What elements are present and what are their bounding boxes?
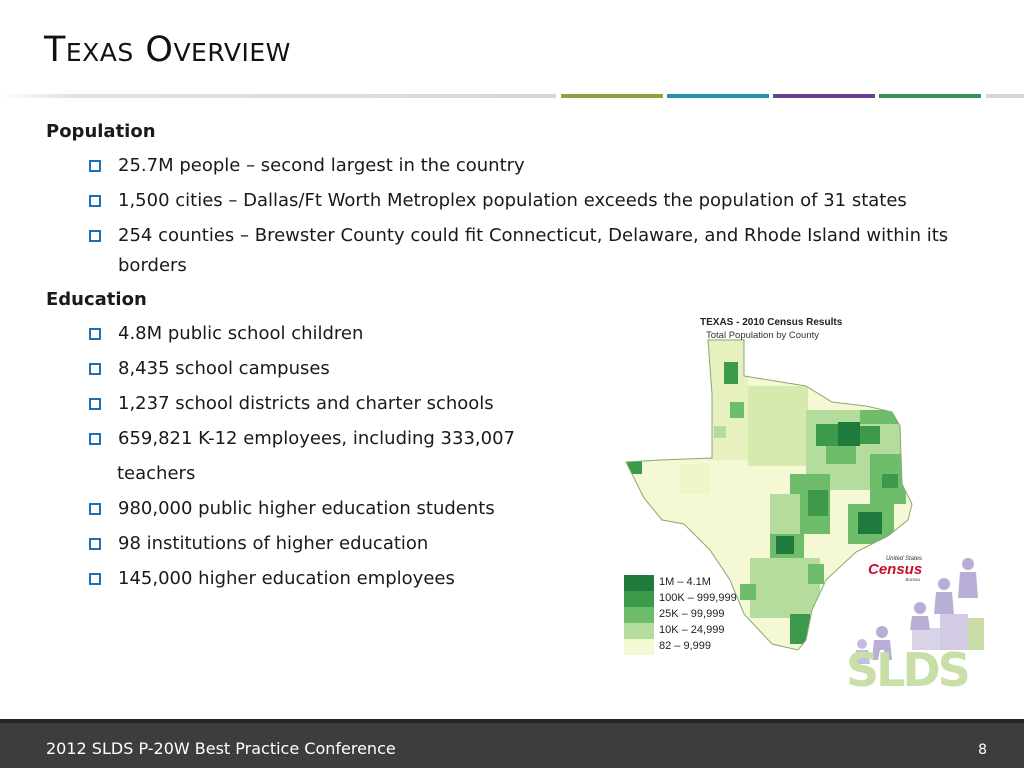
- bullet-text: 659,821 K-12 employees, including 333,007: [118, 428, 515, 449]
- census-logo-main: Census: [868, 561, 923, 578]
- bullet-item: [46, 151, 976, 181]
- title-rule-grey: [0, 94, 556, 98]
- square-bullet-icon: [89, 503, 101, 515]
- bullet-text: 98 institutions of higher education: [118, 533, 429, 554]
- legend-swatch: [624, 623, 654, 639]
- bullet-text: 1,237 school districts and charter schools: [118, 393, 494, 414]
- square-bullet-icon: [89, 573, 101, 585]
- page-number: 8: [978, 742, 987, 758]
- bullet-text: 1,500 cities – Dallas/Ft Worth Metroplex population exceeds the population of 31 states: [118, 190, 907, 211]
- square-bullet-icon: [89, 230, 101, 242]
- bullet-text: 145,000 higher education employees: [118, 568, 455, 589]
- legend-label: 82 – 9,999: [659, 640, 711, 652]
- slds-logo: [846, 645, 968, 695]
- bullet-text: 8,435 school campuses: [118, 358, 330, 379]
- square-bullet-icon: [89, 363, 101, 375]
- title-rule-darkgreen: [879, 94, 981, 98]
- title-rule-teal: [667, 94, 769, 98]
- legend-label: 100K – 999,999: [659, 592, 737, 604]
- bullet-text: 980,000 public higher education students: [118, 498, 495, 519]
- square-bullet-icon: [89, 433, 101, 445]
- square-bullet-icon: [89, 538, 101, 550]
- footer-bar: [0, 719, 1024, 768]
- bullet-text: 4.8M public school children: [118, 323, 364, 344]
- bullet-text: 25.7M people – second largest in the country: [118, 155, 525, 176]
- legend-swatch: [624, 639, 654, 655]
- legend-item: [624, 639, 752, 655]
- bullet-continuation: teachers: [117, 463, 196, 484]
- section-heading-population: Population: [46, 121, 156, 142]
- title-rule-green: [561, 94, 663, 98]
- title-rule-tail: [986, 94, 1024, 98]
- bullet-item: [46, 186, 976, 216]
- square-bullet-icon: [89, 398, 101, 410]
- square-bullet-icon: [89, 160, 101, 172]
- slide-title: Texas Overview: [44, 30, 291, 70]
- title-rule-purple: [773, 94, 875, 98]
- map-legend: [624, 575, 752, 655]
- legend-swatch: [624, 591, 654, 607]
- legend-item: [624, 591, 752, 607]
- census-logo-bottom: Bureau: [905, 577, 920, 582]
- map-subtitle: Total Population by County: [706, 330, 820, 341]
- census-logo-top: United States: [885, 556, 922, 562]
- square-bullet-icon: [89, 195, 101, 207]
- section-heading-education: Education: [46, 289, 147, 310]
- legend-item: [624, 623, 752, 639]
- map-title: TEXAS - 2010 Census Results: [700, 317, 843, 328]
- square-bullet-icon: [89, 328, 101, 340]
- slds-logo-text: SLDS: [846, 643, 968, 697]
- legend-swatch: [624, 575, 654, 591]
- legend-item: [624, 607, 752, 623]
- legend-label: 1M – 4.1M: [659, 576, 711, 588]
- bullet-text: 254 counties – Brewster County could fit Connecticut, Delaware, and Rhode Island within its borders: [118, 225, 949, 276]
- legend-label: 25K – 99,999: [659, 608, 725, 620]
- legend-label: 10K – 24,999: [659, 624, 725, 636]
- legend-item: [624, 575, 752, 591]
- footer-conference-name: 2012 SLDS P-20W Best Practice Conference: [46, 739, 396, 758]
- legend-swatch: [624, 607, 654, 623]
- bullet-item: [46, 221, 978, 281]
